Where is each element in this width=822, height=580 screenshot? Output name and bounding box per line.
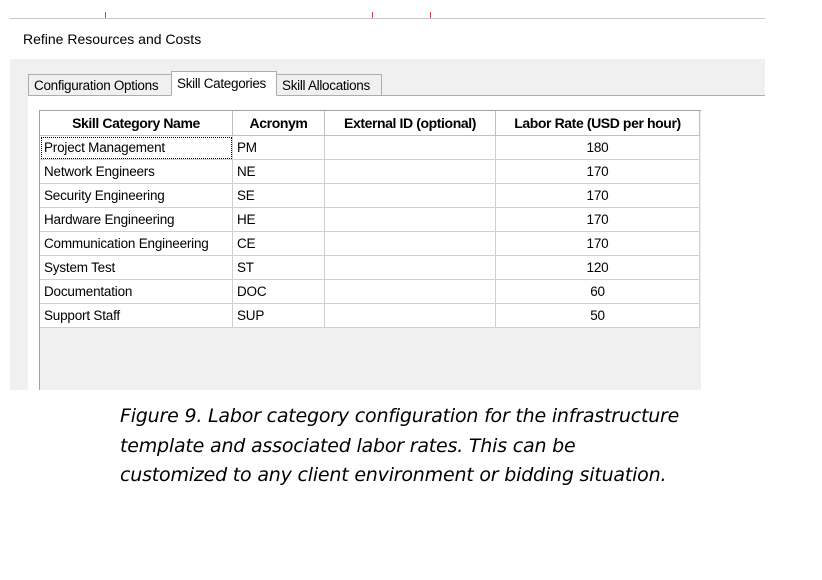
skill-categories-panel (28, 95, 765, 390)
tick-mark (105, 12, 106, 18)
table-row[interactable] (40, 136, 700, 160)
cell-acronym[interactable]: NE (233, 160, 325, 184)
cell-skill-name[interactable]: Security Engineering (40, 184, 233, 208)
table-row[interactable] (40, 304, 700, 328)
cell-external-id[interactable] (325, 256, 496, 280)
tab-skill-allocations[interactable] (276, 74, 382, 96)
dialog-screenshot (10, 0, 765, 390)
tick-mark (430, 12, 431, 18)
cell-external-id[interactable] (325, 232, 496, 256)
cell-acronym[interactable]: DOC (233, 280, 325, 304)
cell-labor-rate[interactable]: 170 (496, 160, 700, 184)
cell-external-id[interactable] (325, 136, 496, 160)
cell-acronym[interactable]: HE (233, 208, 325, 232)
cell-external-id[interactable] (325, 184, 496, 208)
table-row[interactable] (40, 256, 700, 280)
cell-external-id[interactable] (325, 160, 496, 184)
cell-skill-name[interactable]: Communication Engineering (40, 232, 233, 256)
cell-external-id[interactable] (325, 304, 496, 328)
cell-labor-rate[interactable]: 60 (496, 280, 700, 304)
skill-category-grid (39, 110, 701, 390)
table-row[interactable] (40, 232, 700, 256)
cell-labor-rate[interactable]: 170 (496, 184, 700, 208)
table-row[interactable] (40, 160, 700, 184)
cell-skill-name[interactable]: Support Staff (40, 304, 233, 328)
tab-label: Skill Categories (177, 76, 266, 91)
cell-skill-name[interactable]: Network Engineers (40, 160, 233, 184)
cell-acronym[interactable]: ST (233, 256, 325, 280)
cell-external-id[interactable] (325, 208, 496, 232)
cell-labor-rate[interactable]: 170 (496, 208, 700, 232)
tab-configuration-options[interactable] (28, 74, 172, 96)
table-row[interactable] (40, 280, 700, 304)
table-row[interactable] (40, 184, 700, 208)
cell-labor-rate[interactable]: 170 (496, 232, 700, 256)
dialog-header (10, 19, 765, 59)
cell-acronym[interactable]: CE (233, 232, 325, 256)
column-header-external-id[interactable]: External ID (optional) (325, 111, 496, 136)
cell-external-id[interactable] (325, 280, 496, 304)
cell-acronym[interactable]: SUP (233, 304, 325, 328)
figure-caption: Figure 9. Labor category configuration for the infrastructure template and associated labor rates. This can be customized to any client environment or bidding situation. (120, 405, 680, 486)
tab-skill-categories[interactable] (171, 71, 277, 96)
cell-labor-rate[interactable]: 120 (496, 256, 700, 280)
column-header-acronym[interactable]: Acronym (233, 111, 325, 136)
cell-acronym[interactable]: SE (233, 184, 325, 208)
tab-label: Skill Allocations (282, 78, 370, 93)
column-header-skill-category-name[interactable]: Skill Category Name (40, 111, 233, 136)
cell-skill-name[interactable]: System Test (40, 256, 233, 280)
dialog-title: Refine Resources and Costs (23, 31, 202, 47)
skill-category-table (40, 111, 700, 328)
cell-labor-rate[interactable]: 180 (496, 136, 700, 160)
cell-acronym[interactable]: PM (233, 136, 325, 160)
table-row[interactable] (40, 208, 700, 232)
tick-mark (372, 12, 373, 18)
cell-labor-rate[interactable]: 50 (496, 304, 700, 328)
cell-skill-name[interactable]: Project Management (40, 136, 233, 160)
top-strip (10, 0, 765, 19)
cell-skill-name[interactable]: Documentation (40, 280, 233, 304)
column-header-labor-rate[interactable]: Labor Rate (USD per hour) (496, 111, 700, 136)
cell-skill-name[interactable]: Hardware Engineering (40, 208, 233, 232)
tab-label: Configuration Options (34, 78, 159, 93)
